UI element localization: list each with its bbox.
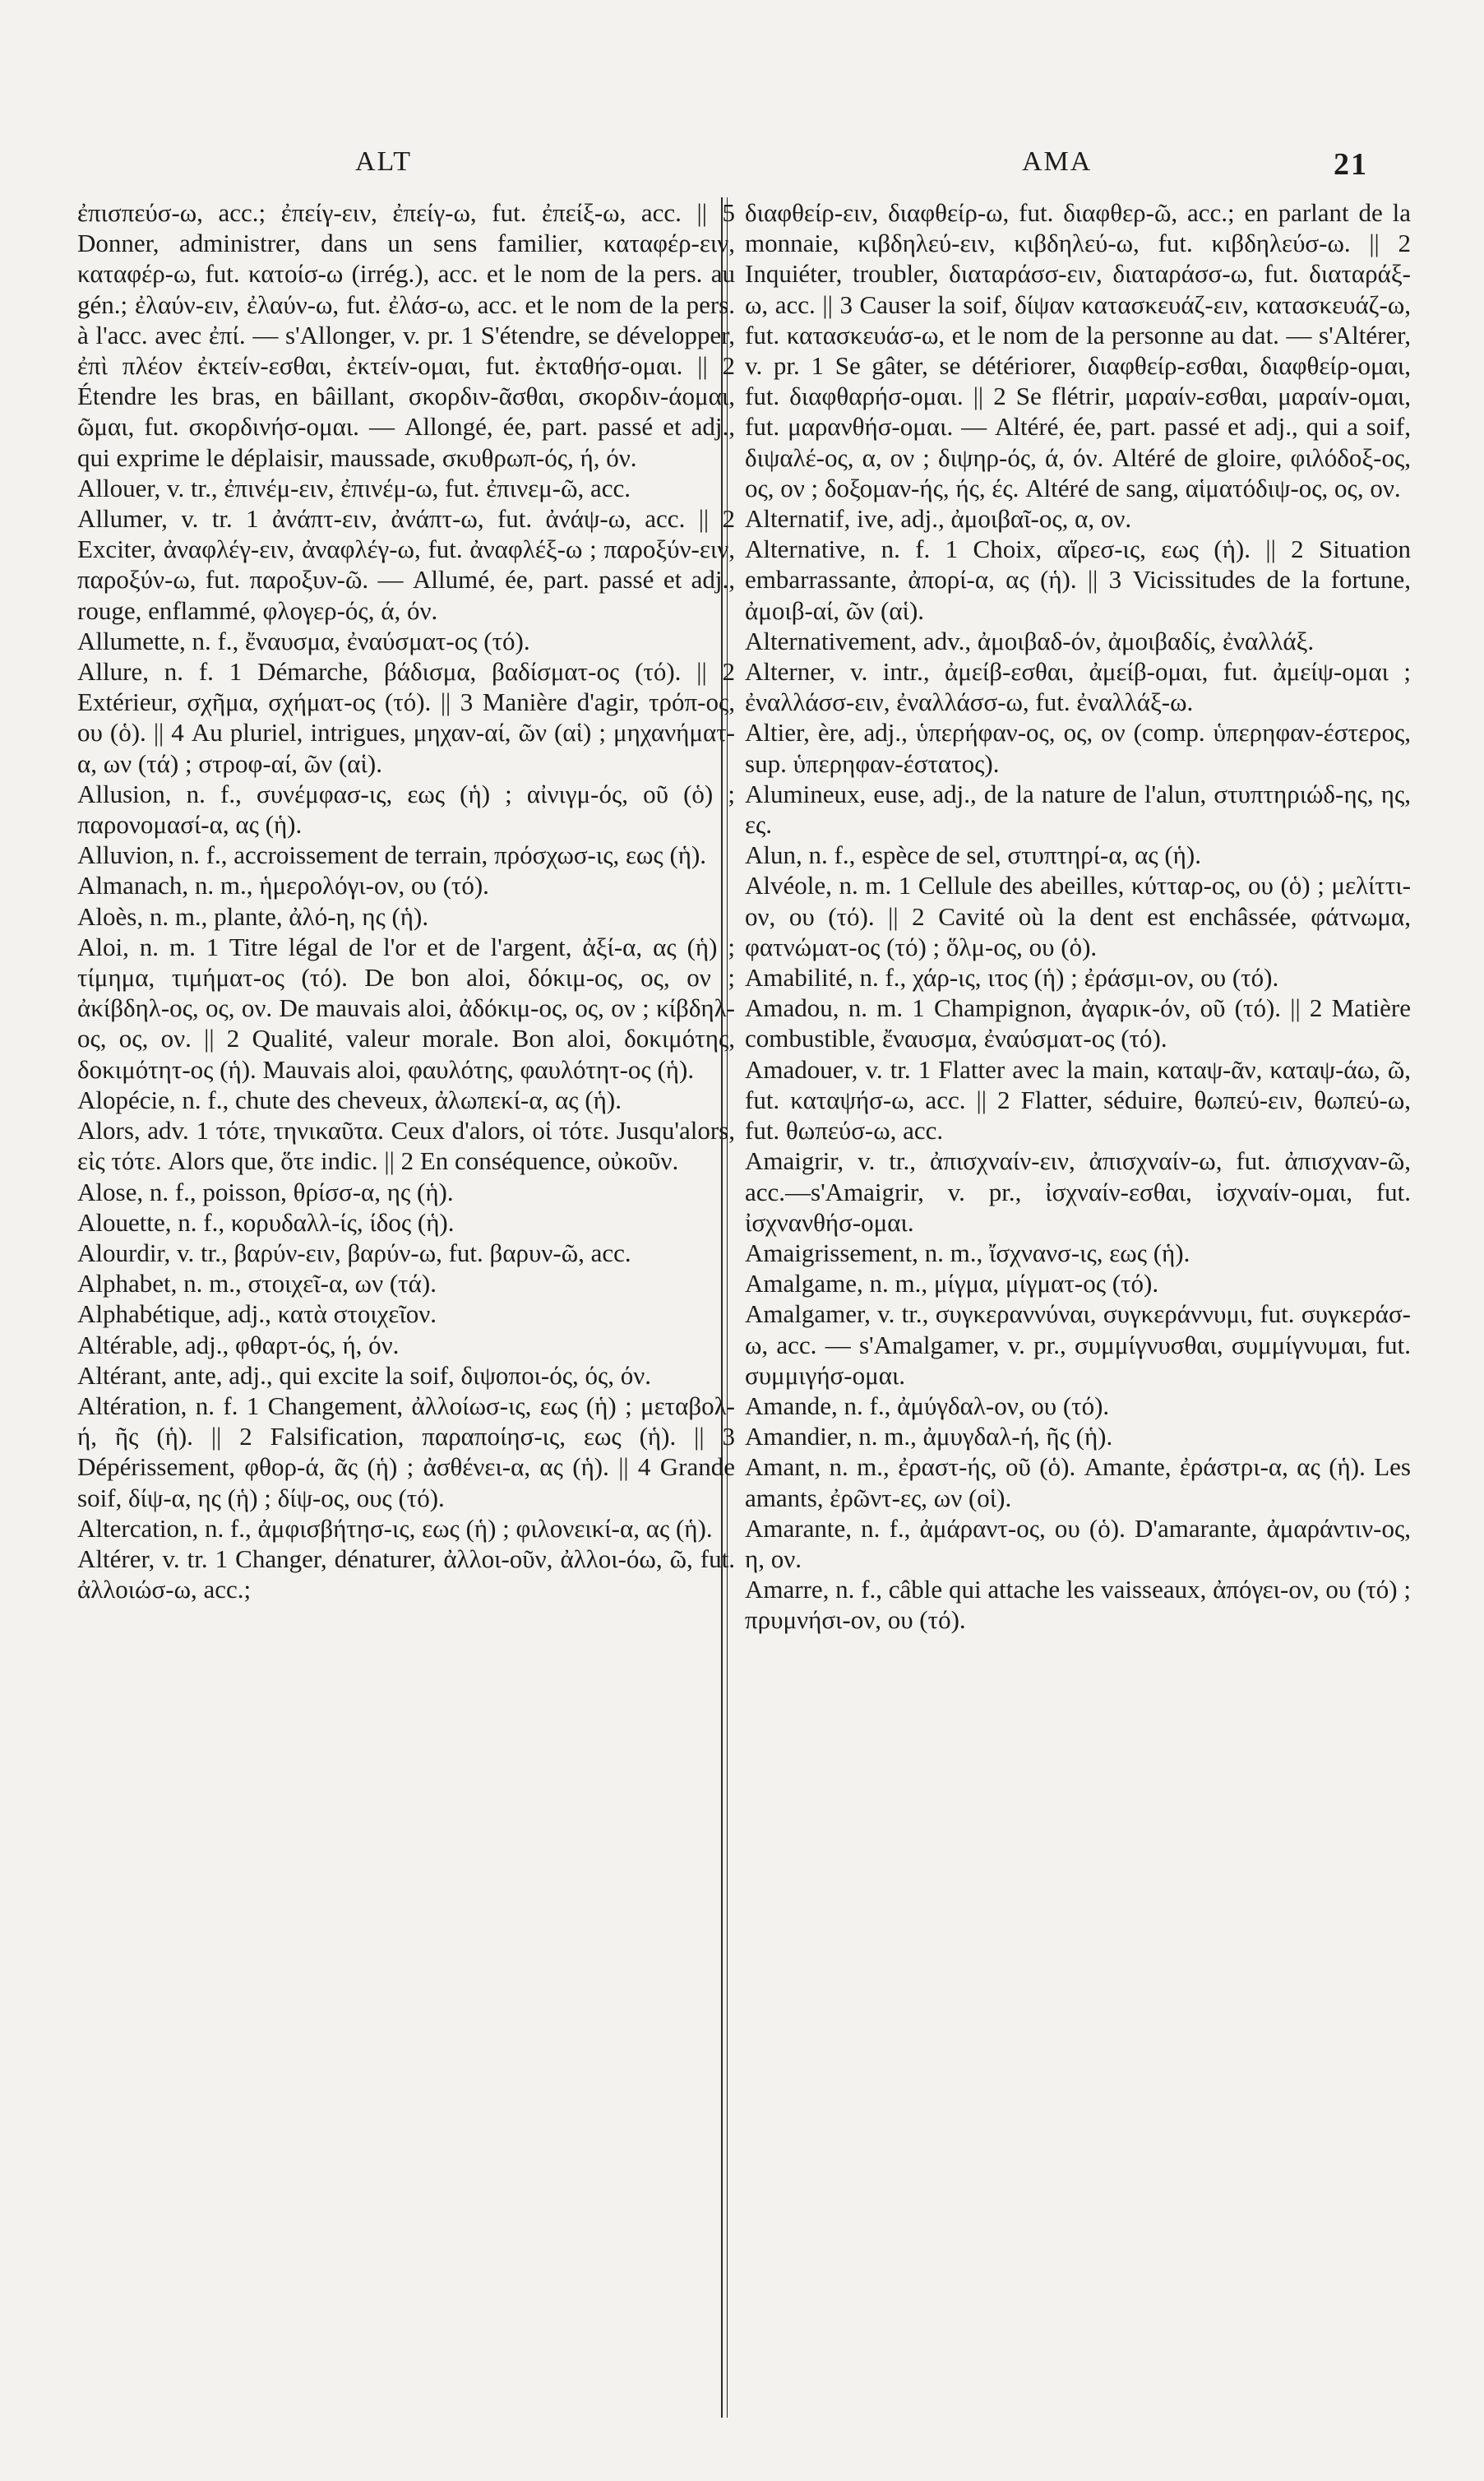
dictionary-entry: Altérant, ante, adj., qui excite la soif, διψοποι-ός, ός, όν.: [77, 1360, 652, 1390]
dictionary-entry: Altercation, n. f., ἀμφισβήτησ-ις, εως (ἡ) ; φιλονεικί-α, ας (ἡ).: [77, 1513, 713, 1543]
dictionary-entry: Alors, adv. 1 τότε, τηνικαῦτα. Ceux d'alors, οἱ τότε. Jusqu'alors, εἰς τότε. Alors que, ὅτε indic. || 2 En conséquence, οὐκοῦν.: [77, 1116, 735, 1176]
dictionary-entry: Amarante, n. f., ἀμάραντ-ος, ου (ὁ). D'amarante, ἀμαράντιν-ος, η, ον.: [745, 1513, 1411, 1573]
dictionary-entry: Alterner, v. intr., ἀμείβ-εσθαι, ἀμείβ-ομαι, fut. ἀμείψ-ομαι ; ἐναλλάσσ-ειν, ἐναλλάσσ-ω, fut. ἐναλλάξ-ω.: [745, 657, 1411, 717]
dictionary-entry: Alourdir, v. tr., βαρύν-ειν, βαρύν-ω, fut. βαρυν-ῶ, acc.: [77, 1238, 631, 1267]
right-column: [745, 197, 1411, 1636]
dictionary-entry: Alternatif, ive, adj., ἀμοιβαῖ-ος, α, ον.: [745, 504, 1132, 534]
dictionary-entry: ἐπισπεύσ-ω, acc.; ἐπείγ-ειν, ἐπείγ-ω, fut. ἐπείξ-ω, acc. || 5 Donner, administrer, dans un sens familier, καταφέρ-ειν, καταφέρ-ω, fut. κατοίσ-ω (irrég.), acc. et le nom de la pers. au gén.; ἐλαύν-ειν, ἐλαύν-ω, fut. ἐλάσ-ω, acc. et le nom de la pers. à l'acc. avec ἐπί. — s'Allonger, v. pr. 1 S'étendre, se développer, ἐπὶ πλέον ἐκτείν-εσθαι, ἐκτείν-ομαι, fut. ἐκταθήσ-ομαι. || 2 Étendre les bras, en bâillant, σκορδιν-ᾶσθαι, σκορδιν-άομαι, ῶμαι, fut. σκορδινήσ-ομαι. — Allongé, ée, part. passé et adj., qui exprime le déplaisir, maussade, σκυθρωπ-ός, ή, όν.: [77, 198, 735, 472]
dictionary-entry: Altier, ère, adj., ὑπερήφαν-ος, ος, ον (comp. ὑπερηφαν-έστερος, sup. ὑπερηφαν-έστατος).: [745, 718, 1411, 778]
page-number: 21: [1334, 147, 1368, 182]
dictionary-entry: Alluvion, n. f., accroissement de terrain, πρόσχωσ-ις, εως (ἡ).: [77, 840, 707, 870]
dictionary-entry: Alumineux, euse, adj., de la nature de l'alun, στυπτηριώδ-ης, ης, ες.: [745, 779, 1411, 840]
dictionary-entry: Alun, n. f., espèce de sel, στυπτηρί-α, ας (ἡ).: [745, 840, 1201, 870]
dictionary-entry: Alopécie, n. f., chute des cheveux, ἀλωπεκί-α, ας (ἡ).: [77, 1085, 622, 1114]
dictionary-entry: Amadou, n. m. 1 Champignon, ἀγαρικ-όν, οῦ (τό). || 2 Matière combustible, ἔναυσμα, ἐναύσματ-ος (τό).: [745, 993, 1411, 1053]
dictionary-entry: Altération, n. f. 1 Changement, ἀλλοίωσ-ις, εως (ἡ) ; μεταβολ-ή, ῆς (ἡ). || 2 Falsification, παραποίησ-ις, εως (ἡ). || 3 Dépérissement, φθορ-ά, ᾶς (ἡ) ; ἀσθένει-α, ας (ἡ). || 4 Grande soif, δίψ-α, ης (ἡ) ; δίψ-ος, ους (τό).: [77, 1391, 735, 1512]
dictionary-entry: Alternative, n. f. 1 Choix, αἵρεσ-ις, εως (ἡ). || 2 Situation embarrassante, ἀπορί-α, ας (ἡ). || 3 Vicissitudes de la fortune, ἀμοιβ-αί, ῶν (αἱ).: [745, 535, 1411, 625]
dictionary-entry: Allumette, n. f., ἔναυσμα, ἐναύσματ-ος (τό).: [77, 626, 530, 655]
dictionary-entry: Altérer, v. tr. 1 Changer, dénaturer, ἀλλοι-οῦν, ἀλλοι-όω, ῶ, fut. ἀλλοιώσ-ω, acc.;: [77, 1544, 735, 1604]
dictionary-entry: Allouer, v. tr., ἐπινέμ-ειν, ἐπινέμ-ω, fut. ἐπινεμ-ῶ, acc.: [77, 473, 631, 502]
dictionary-entry: Aloès, n. m., plante, ἀλό-η, ης (ἡ).: [77, 901, 429, 931]
dictionary-entry: Amabilité, n. f., χάρ-ις, ιτος (ἡ) ; ἐράσμι-ον, ου (τό).: [745, 963, 1279, 993]
dictionary-entry: διαφθείρ-ειν, διαφθείρ-ω, fut. διαφθερ-ῶ, acc.; en parlant de la monnaie, κιβδηλεύ-ειν, κιβδηλεύ-ω, fut. κιβδηλεύσ-ω. || 2 Inquiéter, troubler, διαταράσσ-ειν, διαταράσσ-ω, fut. διαταράξ-ω, acc. || 3 Causer la soif, δίψαν κατασκευάζ-ειν, κατασκευάζ-ω, fut. κατασκευάσ-ω, et le nom de la personne au dat. — s'Altérer, v. pr. 1 Se gâter, se détériorer, διαφθείρ-εσθαι, διαφθείρ-ομαι, fut. διαφθαρήσ-ομαι. || 2 Se flétrir, μαραίν-εσθαι, μαραίν-ομαι, fut. μαρανθήσ-ομαι. — Altéré, ée, part. passé et adj., qui a soif, διψαλέ-ος, α, ον ; διψηρ-ός, ά, όν. Altéré de gloire, φιλόδοξ-ος, ος, ον ; δοξομαν-ής, ής, ές. Altéré de sang, αἱματόδιψ-ος, ος, ον.: [745, 198, 1411, 502]
dictionary-entry: Alouette, n. f., κορυδαλλ-ίς, ίδος (ἡ).: [77, 1207, 455, 1237]
dictionary-entry: Alvéole, n. m. 1 Cellule des abeilles, κύτταρ-ος, ου (ὁ) ; μελίττι-ον, ου (τό). || 2 Cavité où la dent est enchâssée, φάτνωμα, φατνώματ-ος (τό) ; ὅλμ-ος, ου (ὁ).: [745, 871, 1411, 961]
dictionary-entry: Amaigrissement, n. m., ἴσχνανσ-ις, εως (ἡ).: [745, 1238, 1190, 1267]
dictionary-entry: Amarre, n. f., câble qui attache les vaisseaux, ἀπόγει-ον, ου (τό) ; πρυμνήσι-ον, ου (τό).: [745, 1575, 1411, 1635]
dictionary-entry: Almanach, n. m., ἡμερολόγι-ον, ου (τό).: [77, 871, 489, 900]
dictionary-entry: Allumer, v. tr. 1 ἀνάπτ-ειν, ἀνάπτ-ω, fut. ἀνάψ-ω, acc. || 2 Exciter, ἀναφλέγ-ειν, ἀναφλέγ-ω, fut. ἀναφλέξ-ω ; παροξύν-ειν, παροξύν-ω, fut. παροξυν-ῶ. — Allumé, ée, part. passé et adj., rouge, enflammé, φλογερ-ός, ά, όν.: [77, 504, 735, 625]
dictionary-entry: Amaigrir, v. tr., ἀπισχναίν-ειν, ἀπισχναίν-ω, fut. ἀπισχναν-ῶ, acc.—s'Amaigrir, v. pr., ἰσχναίν-εσθαι, ἰσχναίν-ομαι, fut. ἰσχνανθήσ-ομαι.: [745, 1146, 1411, 1237]
dictionary-entry: Allure, n. f. 1 Démarche, βάδισμα, βαδίσματ-ος (τό). || 2 Extérieur, σχῆμα, σχήματ-ος (τό). || 3 Manière d'agir, τρόπ-ος, ου (ὁ). || 4 Au pluriel, intrigues, μηχαν-αί, ῶν (αἱ) ; μηχανήματ-α, ων (τά) ; στροφ-αί, ῶν (αἱ).: [77, 657, 735, 778]
dictionary-entry: Alose, n. f., poisson, θρίσσ-α, ης (ἡ).: [77, 1177, 454, 1206]
left-column: [77, 197, 735, 1604]
dictionary-entry: Alternativement, adv., ἀμοιβαδ-όν, ἀμοιβαδίς, ἐναλλάξ.: [745, 626, 1315, 655]
dictionary-entry: Amandier, n. m., ἀμυγδαλ-ή, ῆς (ἡ).: [745, 1422, 1113, 1451]
dictionary-entry: Alphabet, n. m., στοιχεῖ-α, ων (τά).: [77, 1269, 437, 1298]
left-guide-word: ALT: [355, 146, 412, 177]
dictionary-entry: Amalgamer, v. tr., συγκεραννύναι, συγκεράννυμι, fut. συγκεράσ-ω, acc. — s'Amalgamer, v. pr., συμμίγνυσθαι, συμμίγνυμαι, fut. συμμιγήσ-ομαι.: [745, 1299, 1411, 1390]
dictionary-entry: Amant, n. m., ἐραστ-ής, οῦ (ὁ). Amante, ἐράστρι-α, ας (ἡ). Les amants, ἐρῶντ-ες, ων (οἱ).: [745, 1452, 1411, 1512]
dictionary-entry: Amadouer, v. tr. 1 Flatter avec la main, καταψ-ᾶν, καταψ-άω, ῶ, fut. καταψήσ-ω, acc. || 2 Flatter, séduire, θωπεύ-ειν, θωπεύ-ω, fut. θωπεύσ-ω, acc.: [745, 1054, 1411, 1146]
running-head: [0, 146, 1484, 187]
dictionary-entry: Allusion, n. f., συνέμφασ-ις, εως (ἡ) ; αἰνιγμ-ός, οῦ (ὁ) ; παρονομασί-α, ας (ἡ).: [77, 779, 735, 840]
dictionary-entry: Alphabétique, adj., κατὰ στοιχεῖον.: [77, 1299, 437, 1329]
dictionary-entry: Aloi, n. m. 1 Titre légal de l'or et de l'argent, ἀξί-α, ας (ἡ) ; τίμημα, τιμήματ-ος (τό). De bon aloi, δόκιμ-ος, ος, ον ; ἀκίβδηλ-ος, ος, ον. De mauvais aloi, ἀδόκιμ-ος, ος, ον ; κίβδηλ-ος, ος, ον. || 2 Qualité, valeur morale. Bon aloi, δοκιμότης, δοκιμότητ-ος (ἡ). Mauvais aloi, φαυλότης, φαυλότητ-ος (ἡ).: [77, 932, 735, 1084]
dictionary-entry: Amande, n. f., ἀμύγδαλ-ον, ου (τό).: [745, 1391, 1110, 1420]
dictionary-entry: Altérable, adj., φθαρτ-ός, ή, όν.: [77, 1330, 400, 1359]
dictionary-entry: Amalgame, n. m., μίγμα, μίγματ-ος (τό).: [745, 1269, 1159, 1298]
right-guide-word: AMA: [1022, 146, 1093, 177]
